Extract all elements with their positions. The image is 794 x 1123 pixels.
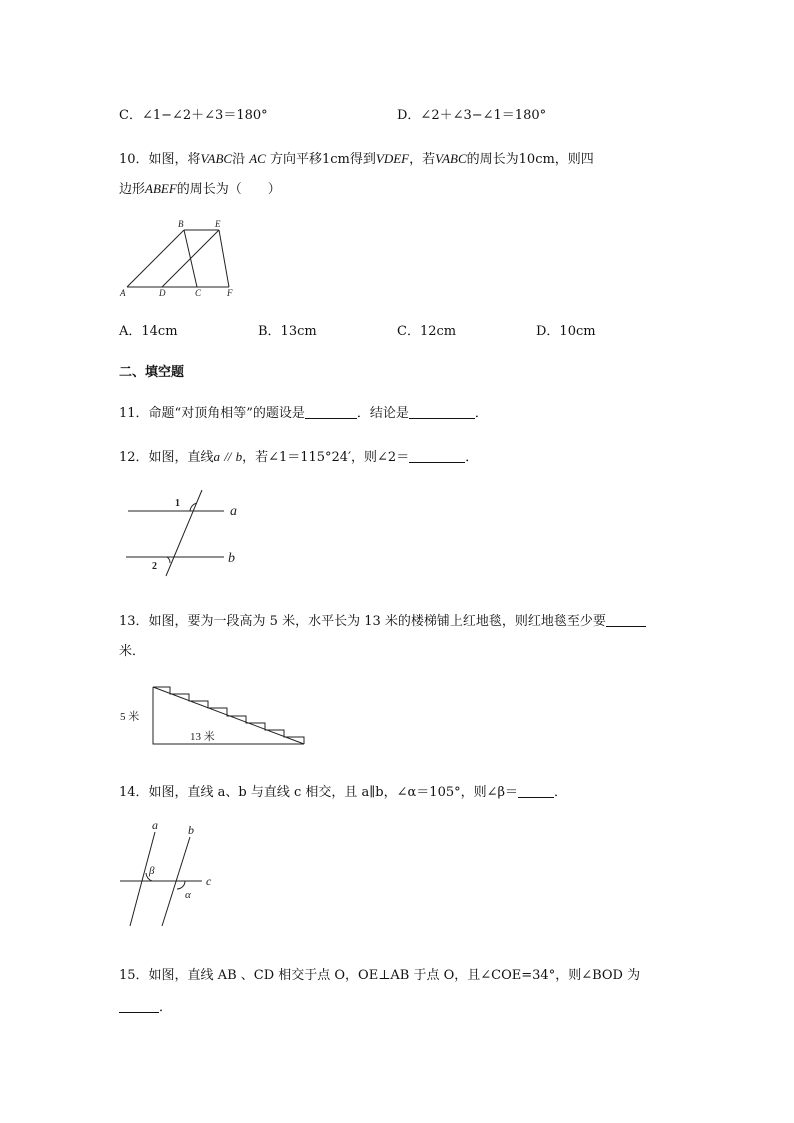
q12-label-2: 2 — [152, 561, 157, 572]
q10-segment-ac: AC — [249, 151, 266, 166]
q13-height-label: 5 米 — [120, 711, 140, 723]
q10-line-ef — [219, 230, 229, 287]
q10-text: 10．如图，将 — [119, 152, 201, 167]
q13-text-line1 — [119, 610, 646, 629]
q9-option-d: D．∠2＋∠3−∠1＝180° — [397, 108, 547, 123]
q10-label-a: A — [120, 288, 126, 298]
q9-option-c: C．∠1−∠2＋∠3＝180° — [119, 108, 268, 123]
q12-line-a: a — [213, 449, 221, 464]
q10-text: ，若 — [409, 152, 436, 167]
q10-text: 沿 — [232, 152, 246, 167]
q10-text-line2 — [119, 178, 281, 197]
q12-text-b: ，若∠1＝115°24′，则∠2＝ — [242, 450, 410, 465]
q15-text-b: ． — [159, 1000, 173, 1015]
q12-text — [119, 446, 478, 465]
q10-option-b: B．13cm — [258, 324, 317, 339]
q12-angle-2-arc — [167, 557, 170, 563]
q14-label-b: b — [188, 823, 194, 837]
q10-quadrilateral: ABEF — [145, 181, 177, 196]
q10-text: 的周长为10cm，则四 — [466, 152, 594, 167]
q10-label-f: F — [227, 288, 233, 298]
q15-blank — [119, 1011, 159, 1013]
q14-label-beta: β — [149, 865, 155, 877]
q10-label-d: D — [159, 288, 166, 298]
q12-label-b: b — [228, 551, 235, 566]
q10-text: 边形 — [119, 182, 146, 197]
q12-parallel: // — [224, 449, 232, 464]
q12-text-c: ． — [465, 450, 479, 465]
q14-angle-alpha-arc — [177, 881, 185, 889]
q10-label-b: B — [178, 219, 184, 229]
q12-blank — [409, 461, 465, 463]
q10-triangle-def: VDEF — [375, 151, 410, 166]
q11-blank-2 — [409, 417, 475, 419]
q15-text-line2 — [119, 996, 172, 1015]
q12-line-b: b — [235, 449, 243, 464]
q14-text — [119, 781, 567, 800]
q10-option-d: D．10cm — [536, 324, 596, 339]
q10-text: 的周长为（ ） — [176, 182, 281, 197]
q14-text-b: ． — [554, 785, 568, 800]
q12-label-1: 1 — [175, 498, 180, 509]
q14-label-alpha: α — [185, 889, 191, 901]
q10-option-c: C．12cm — [397, 324, 457, 339]
q14-blank — [518, 796, 554, 798]
q11-text-a: 11．命题“对顶角相等”的题设是 — [119, 406, 305, 421]
q14-line-a — [130, 832, 155, 926]
q10-triangle-abc: VABC — [200, 151, 233, 166]
q13-text-line2: 米． — [119, 644, 146, 659]
q10-line-de — [162, 230, 219, 287]
q14-label-c: c — [206, 874, 212, 888]
q11-blank-1 — [305, 417, 357, 419]
q14-figure — [118, 818, 228, 933]
q10-label-e: E — [215, 219, 221, 229]
q14-label-a: a — [152, 818, 158, 832]
q11-text-b: ．结论是 — [356, 406, 409, 421]
q10-figure — [118, 218, 248, 300]
q12-text-a: 12．如图，直线 — [119, 450, 214, 465]
q13-length-label: 13 米 — [190, 731, 215, 743]
q10-option-a: A．14cm — [119, 324, 178, 339]
section-heading: 二、填空题 — [119, 365, 185, 380]
q11-text-c: ． — [474, 406, 488, 421]
q10-triangle-abc: VABC — [435, 151, 467, 166]
q13-text-a: 13．如图，要为一段高为 5 米，水平长为 13 米的楼梯铺上红地毯，则红地毯至少要 — [119, 614, 606, 629]
q12-label-a: a — [230, 504, 237, 519]
q13-figure — [118, 682, 308, 748]
q15-text-line1: 15．如图，直线 AB 、CD 相交于点 O，OE⊥AB 于点 O，且∠COE=34°，则∠BOD 为 — [119, 968, 641, 983]
q10-label-c: C — [195, 288, 202, 298]
q11-text — [119, 402, 488, 421]
q10-text: 方向平移1cm得到 — [270, 152, 376, 167]
q13-blank — [606, 625, 646, 627]
q10-text-line1 — [119, 148, 594, 167]
q14-text-a: 14．如图，直线 a、b 与直线 c 相交，且 a∥b，∠α＝105°，则∠β＝ — [119, 785, 519, 800]
q10-line-ab — [127, 230, 184, 287]
q12-figure — [120, 484, 250, 580]
